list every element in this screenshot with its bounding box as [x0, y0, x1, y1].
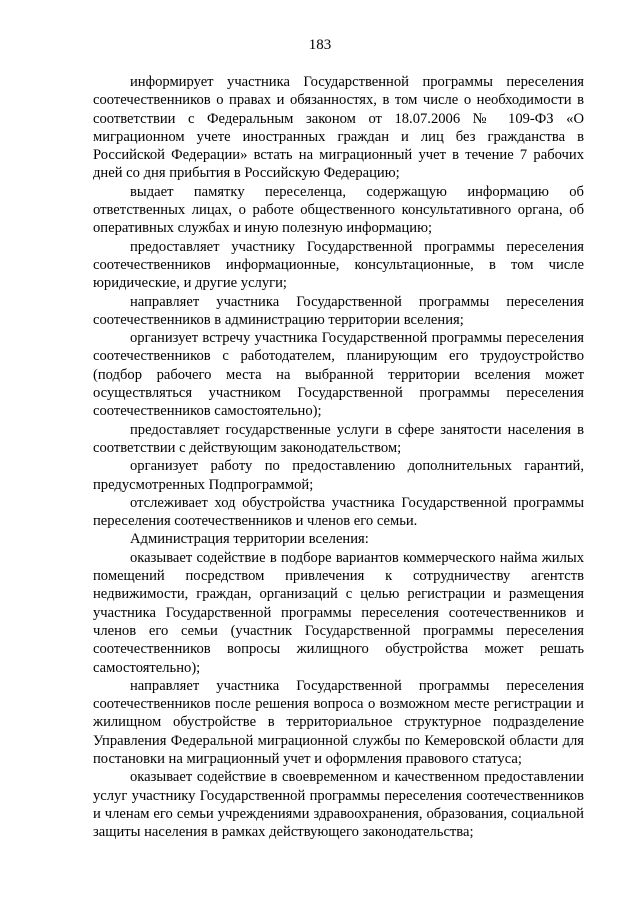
paragraph: предоставляет участнику Государственной программы переселения соотечественников информационные, консультационные, в том числе юридические, и другие услуги;: [93, 238, 584, 292]
paragraph: оказывает содействие в своевременном и качественном предоставлении услуг участнику Государственной программы переселения соотечественников и членам его семьи учреждениями здравоохранения, образования, социальной защиты населения в рамках действующего законодательства;: [93, 769, 584, 841]
paragraph: организует работу по предоставлению дополнительных гарантий, предусмотренных Подпрограммой;: [93, 458, 584, 493]
paragraph: информирует участника Государственной программы переселения соотечественников о правах и обязанностях, в том числе о необходимости в соответствии с Федеральным законом от 18.07.2006 № 109-ФЗ «О миграционном учете иностранных граждан и лиц без гражданства в Российской Федерации» встать на миграционный учет в течение 7 рабочих дней со дня прибытия в Российскую Федерацию;: [93, 74, 584, 182]
body-text: [93, 73, 584, 841]
paragraph: выдает памятку переселенца, содержащую информацию об ответственных лицах, о работе общественного консультативного органа, об оперативных службах и иную полезную информацию;: [93, 183, 584, 237]
section-heading: Администрация территории вселения:: [130, 531, 369, 548]
paragraph: оказывает содействие в подборе вариантов коммерческого найма жилых помещений посредством привлечения к сотрудничеству агентств недвижимости, граждан, организаций с целью регистрации и размещения участника Государственной программы переселения соотечественников и членов его семьи (участник Государственной программы переселения соотечественников вопросы жилищного обустройства может решать самостоятельно);: [93, 549, 584, 676]
paragraph: предоставляет государственные услуги в сфере занятости населения в соответствии с действующим законодательством;: [93, 421, 584, 456]
paragraph: отслеживает ход обустройства участника Государственной программы переселения соотечественников и членов его семьи.: [93, 494, 584, 530]
page-number: 183: [308, 37, 332, 53]
paragraph: направляет участника Государственной программы переселения соотечественников в администрацию территории вселения;: [93, 293, 584, 328]
paragraph: направляет участника Государственной программы переселения соотечественников после решения вопроса о возможном месте регистрации и жилищном обустройстве в территориальное структурное подразделение Управления Федеральной миграционной службы по Кемеровской области для постановки на миграционный учет и оформления правового статуса;: [93, 677, 584, 767]
paragraph: организует встречу участника Государственной программы переселения соотечественников с работодателем, планирующим его трудоустройство (подбор рабочего места на выбранной территории вселения может осуществляться участником Государственной программы переселения соотечественников самостоятельно);: [93, 330, 584, 420]
